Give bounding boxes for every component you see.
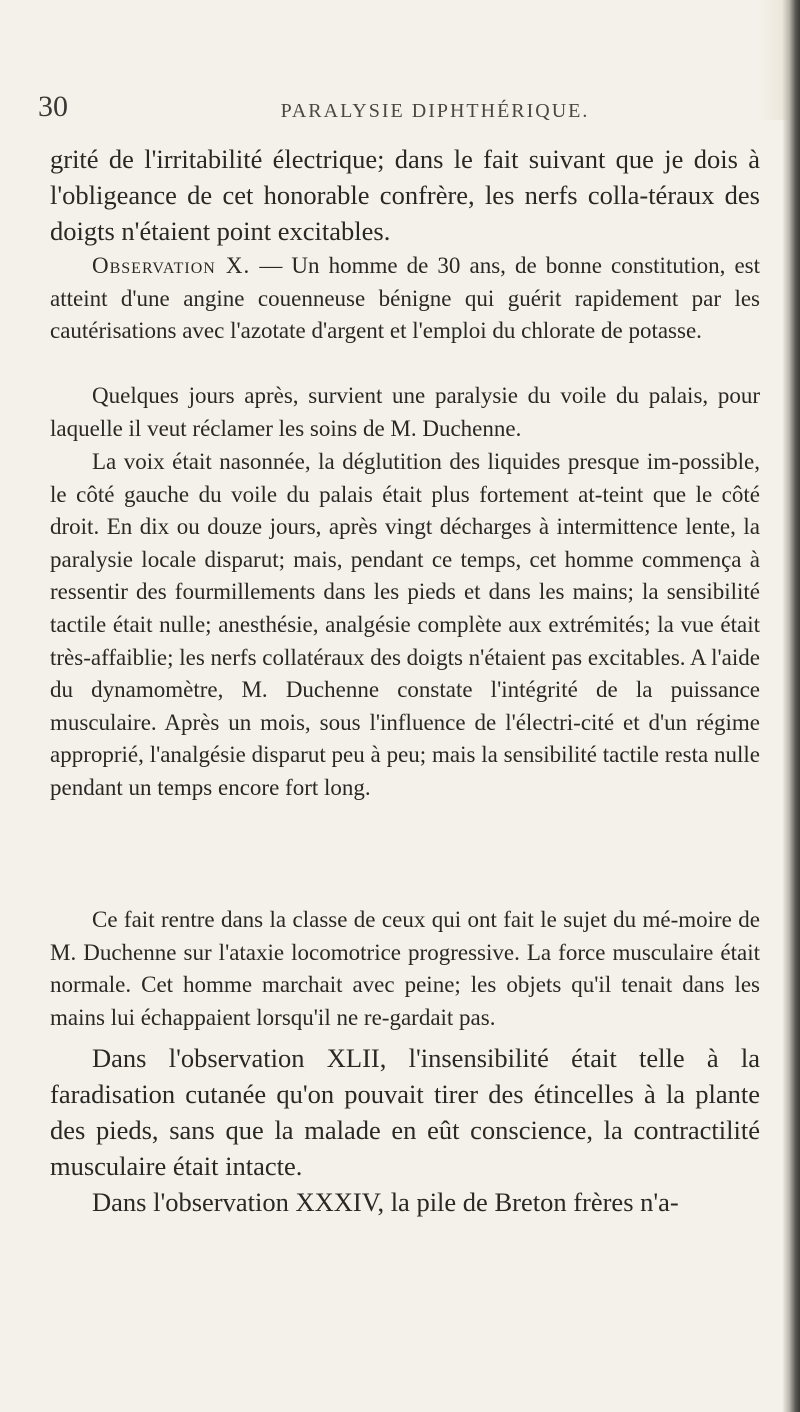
paragraph-continuation: grité de l'irritabilité électrique; dans le fait suivant que je dois à l'obligeance de cet honorable confrère, les nerfs colla-téraux des doigts n'étaient point excitables. xyxy=(50,144,760,246)
paragraph-commentary: Ce fait rentre dans la classe de ceux qui ont fait le sujet du mé-moire de M. Duchenne sur l'ataxie locomotrice progressive. La force musculaire était normale. Cet homme marchait avec peine; les objets qu'il tenait dans les mains lui échappaient lorsqu'il ne re-gardait pas. xyxy=(50,907,760,1030)
paragraph-clinical-course: La voix était nasonnée, la déglutition des liquides presque im-possible, le côté gauche du voile du palais était plus fortement at-teint que le côté droit. En dix ou douze jours, après vingt décharges à intermittence lente, la paralysie locale disparut; mais, pendant ce temps, cet homme commença à ressentir des fourmillements dans les pieds et dans les mains; la sensibilité tactile était nulle; anesthésie, analgésie complète aux extrémités; la vue était très-affaiblie; les nerfs collatéraux des doigts n'étaient pas excitables. A l'aide du dynamomètre, M. Duchenne constate l'intégrité de la puissance musculaire. Après un mois, sous l'influence de l'électri-cité et d'un régime approprié, l'analgésie disparut peu à peu; mais la sensibilité tactile resta nulle pendant un temps encore fort long. xyxy=(50,449,760,800)
paragraph-observation-xxxiv: Dans l'observation XXXIV, la pile de Breton frères n'a- xyxy=(92,1187,679,1217)
paragraph-observation-x xyxy=(50,250,760,348)
page-edge-shadow xyxy=(782,0,800,1412)
observation-label: Observation X. xyxy=(92,253,251,278)
running-title: PARALYSIE DIPHTHÉRIQUE. xyxy=(280,100,590,122)
page-number: 30 xyxy=(38,90,68,123)
paragraph-symptoms-onset: Quelques jours après, survient une paralysie du voile du palais, pour laquelle il veut réclamer les soins de M. Duchenne. xyxy=(50,383,760,441)
observation-text: — Un homme de 30 ans, de bonne constitution, est atteint d'une angine couenneuse bénigne qui guérit rapidement par les cautérisations avec l'azotate d'argent et l'emploi du chlorate de potasse. xyxy=(50,253,760,344)
paragraph-observation-xlii: Dans l'observation XLII, l'insensibilité était telle à la faradisation cutanée qu'on pouvait tirer des étincelles à la plante des pieds, sans que la malade en eût conscience, la contractilité musculaire était intacte. xyxy=(50,1043,760,1181)
